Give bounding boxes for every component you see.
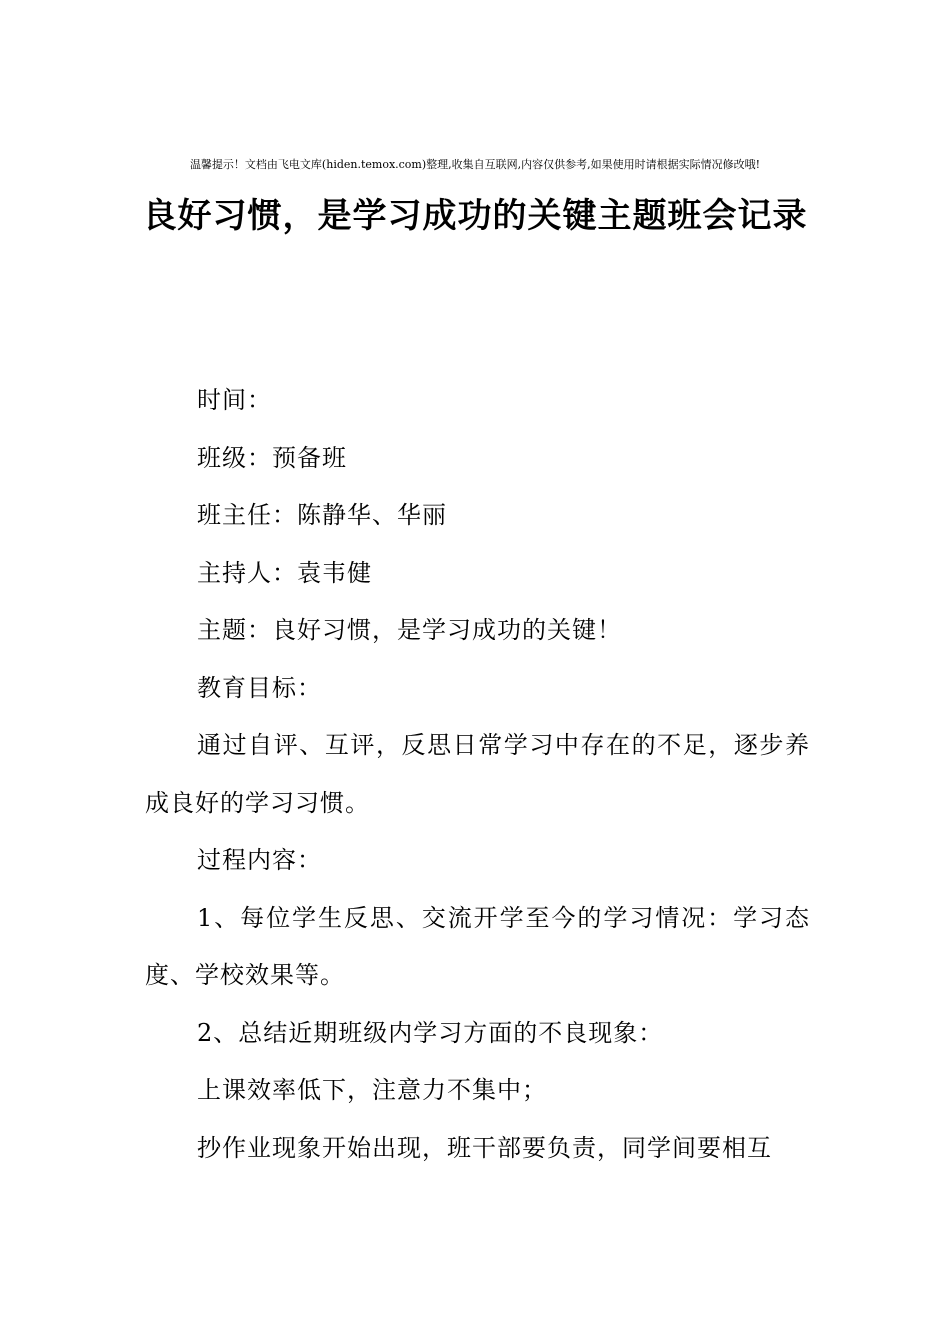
host-line: 主持人：袁韦健 (197, 558, 372, 587)
process-item-1: 1、每位学生反思、交流开学至今的学习情况：学习态度、学校效果等。 (145, 903, 810, 989)
head-teacher-line: 班主任：陈静华、华丽 (197, 501, 447, 529)
theme-line: 主题：良好习惯，是学习成功的关键！ (197, 616, 622, 644)
goal-paragraph: 通过自评、互评，反思日常学习中存在的不足，逐步养成良好的学习习惯。 (145, 731, 810, 817)
time-line: 时间： (197, 386, 272, 414)
header-notice: 温馨提示！文档由飞电文库(hiden.temox.com)整理,收集自互联网,内容仅供参考,如果使用时请根据实际情况修改哦! (189, 158, 761, 171)
goal-heading: 教育目标： (197, 673, 322, 702)
class-line: 班级：预备班 (197, 443, 347, 472)
process-item-2-b: 抄作业现象开始出现，班干部要负责，同学间要相互 (197, 1133, 772, 1162)
document-body (145, 372, 810, 1177)
process-item-2-a: 上课效率低下，注意力不集中； (197, 1076, 547, 1104)
process-heading: 过程内容： (197, 846, 322, 874)
document-title: 良好习惯，是学习成功的关键主题班会记录 (142, 196, 808, 236)
process-item-2: 2、总结近期班级内学习方面的不良现象： (197, 1018, 664, 1047)
